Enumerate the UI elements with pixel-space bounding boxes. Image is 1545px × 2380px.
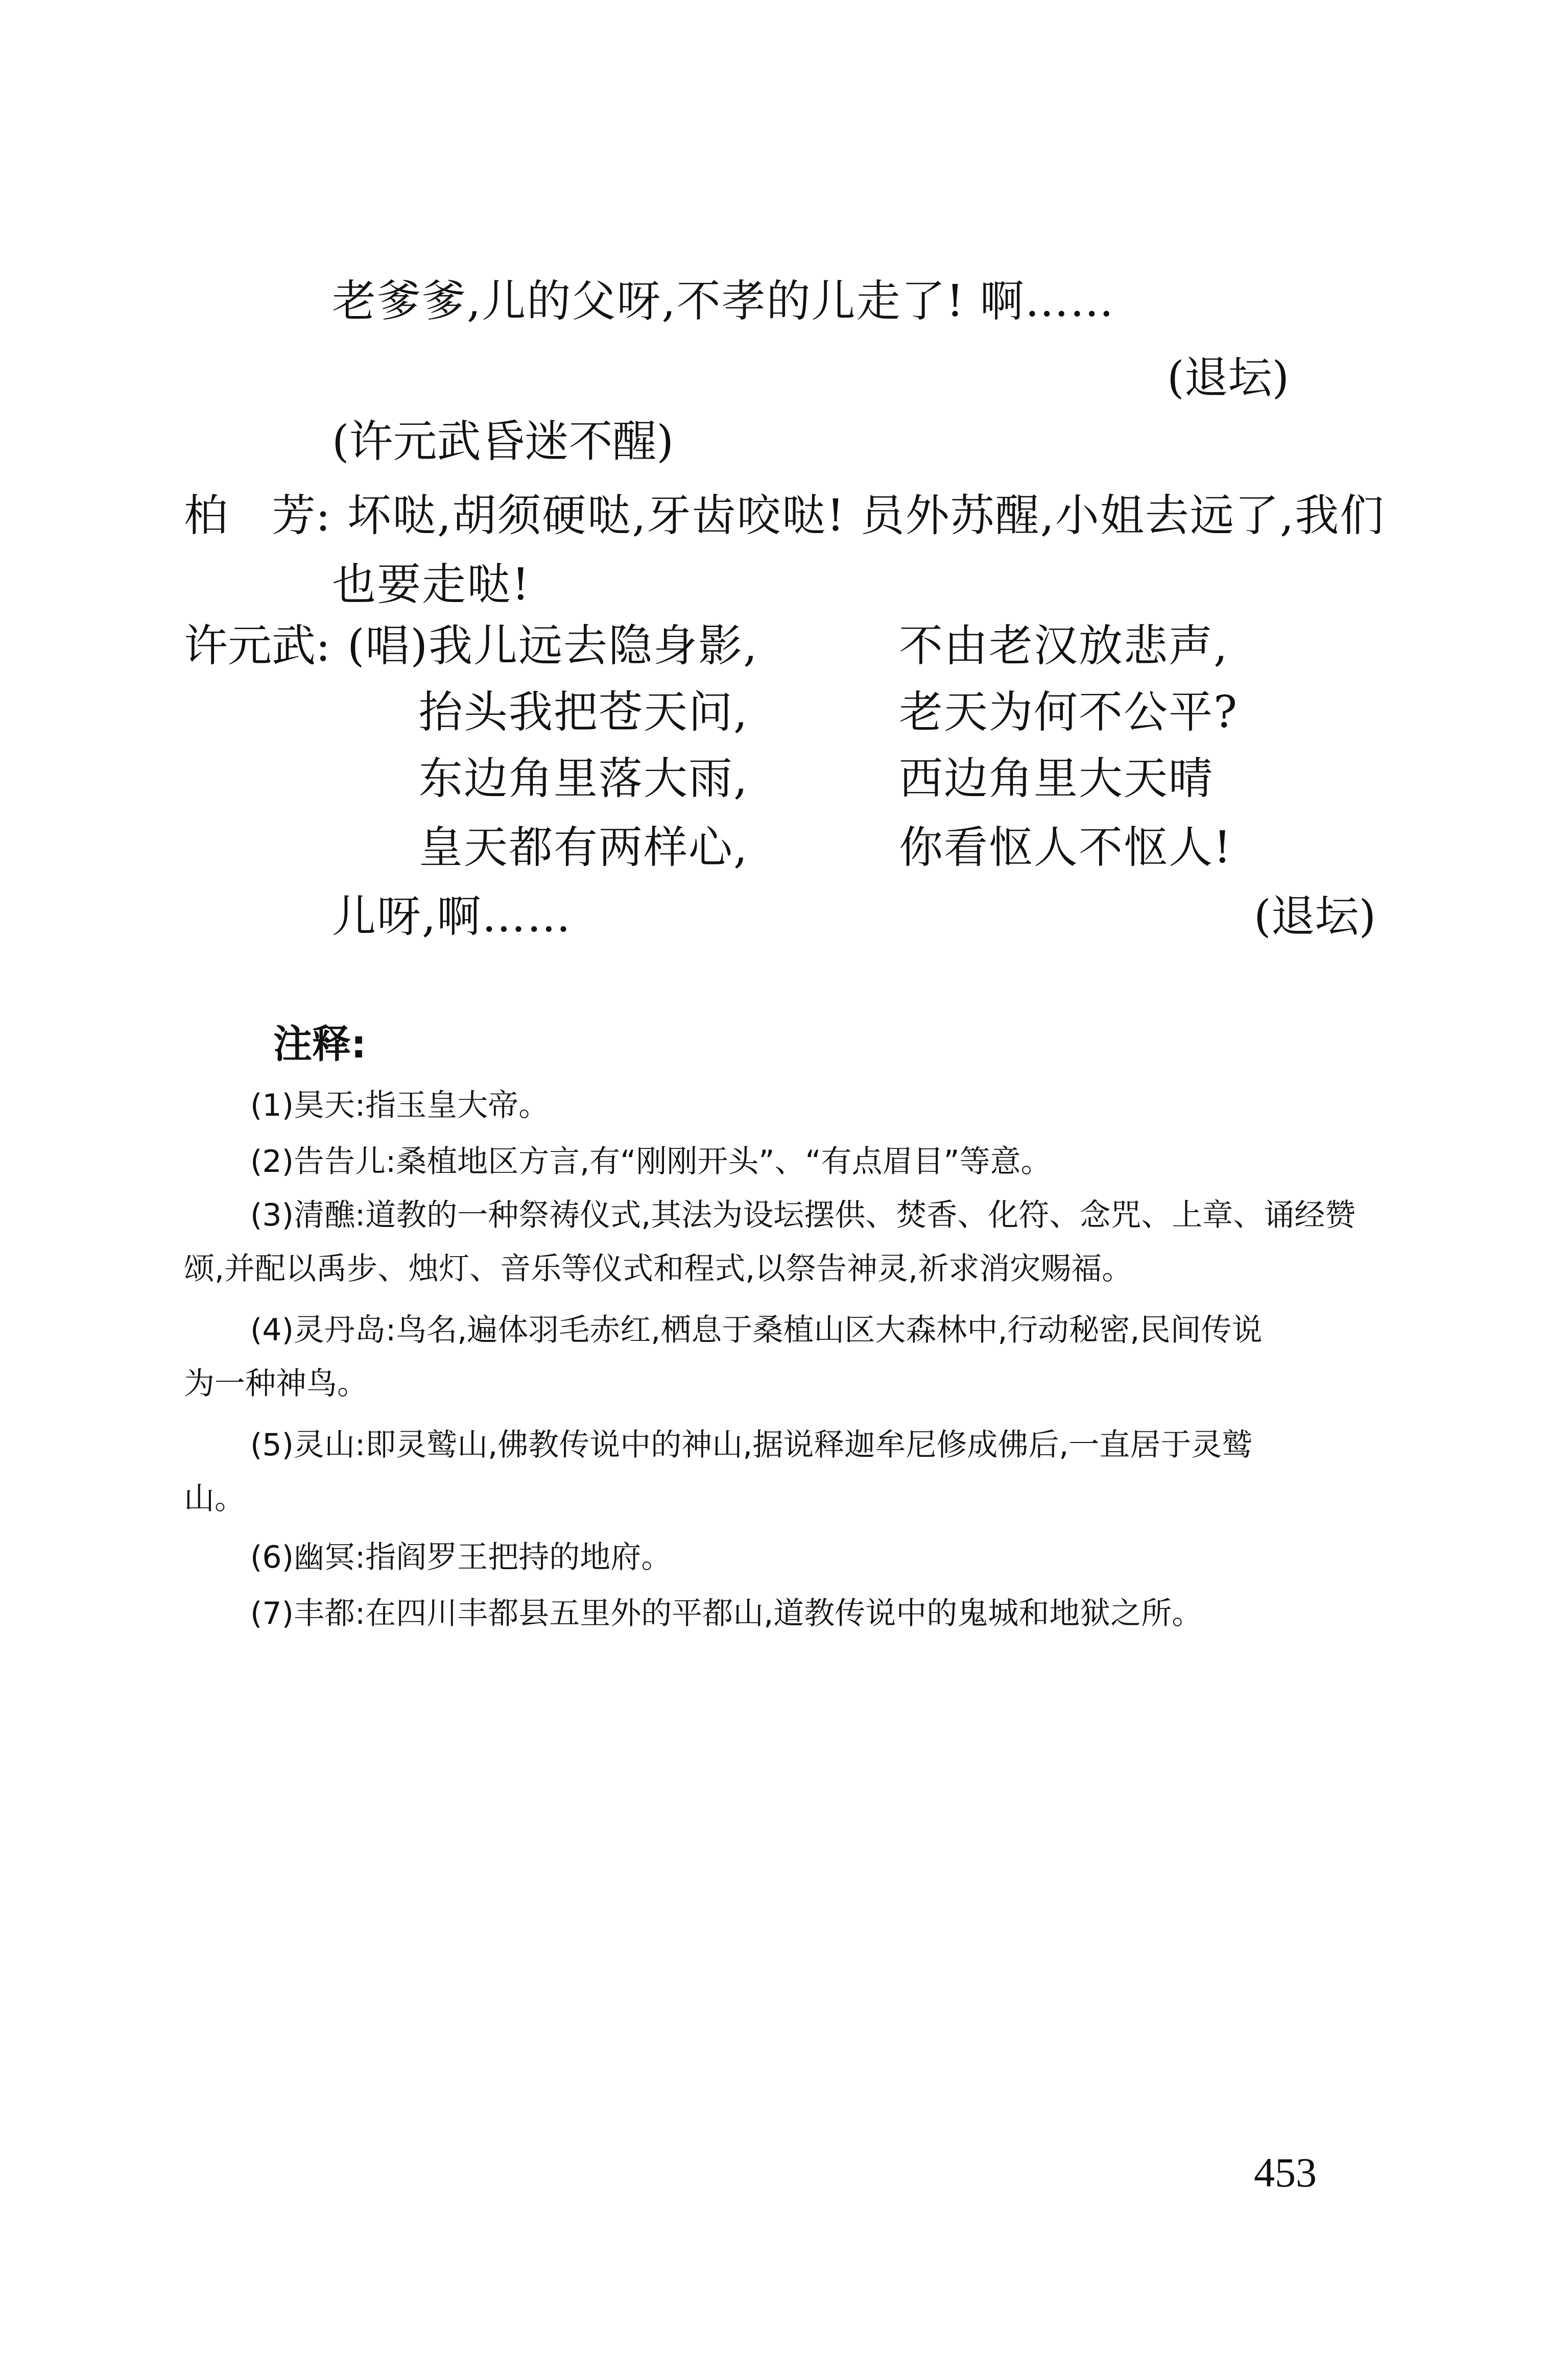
exit-direction-2: (退坛)	[1254, 891, 1376, 942]
verse-right-1: 不由老汉放悲声,	[899, 620, 1229, 671]
note-line-2: (2)告告儿:桑植地区方言,有“刚刚开头”、“有点眉目”等意。	[250, 1144, 1052, 1180]
exit-direction-1: (退坛)	[1167, 352, 1290, 403]
note-line-5-cont: 山。	[184, 1481, 245, 1517]
verse-left-2: 抬头我把苍天问,	[419, 687, 749, 738]
stage-direction: (许元武昏迷不醒)	[332, 416, 674, 467]
verse-right-3: 西边角里大天晴	[899, 753, 1214, 804]
note-line-1: (1)昊天:指玉皇大帝。	[250, 1088, 550, 1123]
note-line-5: (5)灵山:即灵鹫山,佛教传说中的神山,据说释迦牟尼修成佛后,一直居于灵鹫	[250, 1427, 1253, 1463]
note-line-7: (7)丰都:在四川丰都县五里外的平都山,道教传说中的鬼城和地狱之所。	[250, 1596, 1203, 1631]
note-line-4-cont: 为一种神鸟。	[184, 1366, 368, 1402]
verse-left-3: 东边角里落大雨,	[419, 753, 749, 804]
bofang-line-1: 坏哒,胡须硬哒,牙齿咬哒! 员外苏醒,小姐去远了,我们	[347, 490, 1385, 541]
notes-title: 注释:	[273, 1021, 367, 1067]
note-line-3: (3)清醮:道教的一种祭祷仪式,其法为设坛摆供、焚香、化符、念咒、上章、诵经赞	[250, 1197, 1356, 1233]
note-line-4: (4)灵丹岛:鸟名,遍体羽毛赤红,栖息于桑植山区大森林中,行动秘密,民间传说	[250, 1312, 1263, 1348]
script-line-1: 老爹爹,儿的父呀,不孝的儿走了! 啊……	[332, 276, 1115, 327]
speaker-bofang: 柏 芳:	[184, 490, 330, 541]
verse-right-4: 你看怄人不怄人!	[899, 822, 1232, 873]
verse-right-2: 老天为何不公平?	[899, 687, 1239, 738]
note-line-6: (6)幽冥:指阎罗王把持的地府。	[250, 1540, 672, 1575]
note-line-3-cont: 颂,并配以禹步、烛灯、音乐等仪式和程式,以祭告神灵,祈求消灾赐福。	[184, 1251, 1133, 1287]
page-number: 453	[1254, 2149, 1317, 2196]
speaker-xuyuanwu: 许元武:	[184, 620, 330, 671]
xu-final-line: 儿呀,啊……	[332, 891, 572, 942]
verse-left-4: 皇天都有两样心,	[419, 822, 749, 873]
bofang-line-2: 也要走哒!	[332, 559, 531, 610]
verse-left-1: (唱)我儿远去隐身影,	[347, 620, 758, 671]
